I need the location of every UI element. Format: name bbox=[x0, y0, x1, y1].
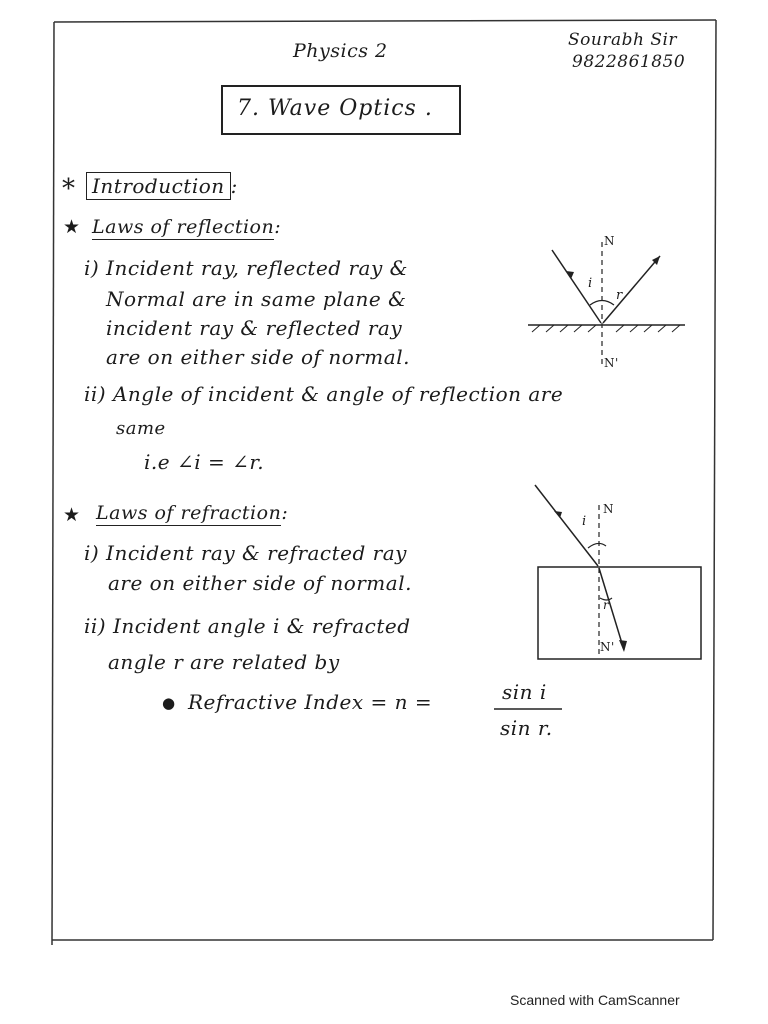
reflection-normal-top: N bbox=[604, 234, 615, 248]
scanner-watermark: Scanned with CamScanner bbox=[510, 992, 680, 1008]
reflection-law1-line2: Normal are in same plane & bbox=[106, 287, 407, 311]
refraction-normal-top: N bbox=[603, 502, 614, 516]
refraction-angle-r: r bbox=[603, 598, 610, 612]
reflection-heading-label: Laws of reflection bbox=[92, 216, 275, 238]
refraction-angle-i: i bbox=[582, 514, 587, 529]
formula-lhs: Refractive Index = n = bbox=[188, 690, 433, 714]
reflection-law2-line3: i.e ∠i = ∠r. bbox=[144, 450, 265, 474]
subject-heading: Physics 2 bbox=[293, 40, 388, 62]
reflection-law2-line2: same bbox=[116, 418, 166, 439]
refraction-heading-label: Laws of refraction bbox=[96, 502, 282, 524]
author-name: Sourabh Sir bbox=[568, 30, 678, 50]
reflection-law1-line3: incident ray & reflected ray bbox=[106, 316, 403, 340]
refraction-law1-line1: i) Incident ray & refracted ray bbox=[84, 541, 407, 565]
refraction-law2-line1: ii) Incident angle i & refracted bbox=[84, 614, 411, 638]
refraction-law2-line2: angle r are related by bbox=[108, 650, 340, 674]
refraction-normal-bottom: N' bbox=[600, 640, 615, 654]
formula-denominator: sin r. bbox=[500, 716, 553, 740]
reflection-heading-suffix: : bbox=[274, 216, 282, 238]
reflection-normal-bottom: N' bbox=[604, 356, 619, 370]
reflection-law2-line1: ii) Angle of incident & angle of reflection are bbox=[84, 382, 564, 406]
reflection-marker: ★ bbox=[63, 216, 81, 238]
intro-marker: * bbox=[62, 174, 76, 204]
reflection-angle-i: i bbox=[588, 276, 593, 291]
intro-suffix: : bbox=[230, 174, 238, 198]
refraction-marker: ★ bbox=[63, 504, 81, 526]
formula-numerator: sin i bbox=[502, 680, 547, 704]
refraction-law1-line2: are on either side of normal. bbox=[108, 571, 412, 595]
reflection-angle-r: r bbox=[616, 288, 623, 303]
reflection-law1-line1: i) Incident ray, reflected ray & bbox=[84, 256, 408, 280]
refraction-heading-suffix: : bbox=[281, 502, 289, 524]
intro-label: Introduction bbox=[86, 172, 231, 200]
chapter-title: 7. Wave Optics . bbox=[237, 96, 433, 121]
reflection-law1-line4: are on either side of normal. bbox=[106, 345, 410, 369]
formula-bullet-icon: ● bbox=[162, 694, 176, 712]
author-phone: 9822861850 bbox=[572, 52, 686, 72]
